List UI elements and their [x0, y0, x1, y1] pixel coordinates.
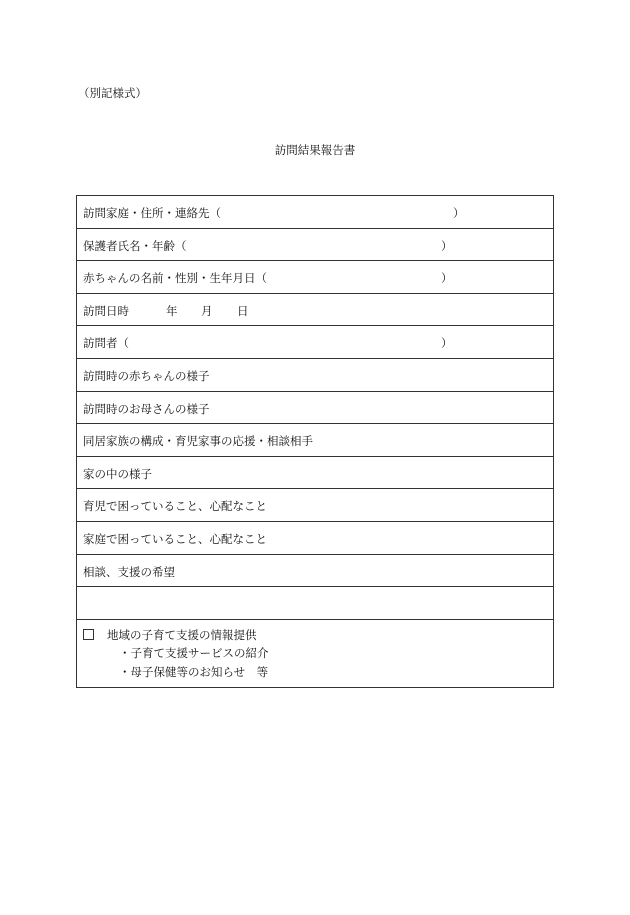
year-label: 年 — [166, 303, 178, 318]
row-info-provision — [77, 620, 553, 687]
row-visitor — [77, 326, 553, 359]
report-form-table — [76, 195, 554, 688]
family-label: 同居家族の構成・育児家事の応援・相談相手 — [83, 434, 313, 449]
address-label: 訪問家庭・住所・連絡先（ — [83, 206, 221, 220]
info-item-health-notices: ・母子保健等のお知らせ 等 — [119, 664, 269, 679]
baby-state-label: 訪問時の赤ちゃんの様子 — [83, 368, 210, 383]
guardian-close-paren: ） — [441, 238, 453, 253]
visitor-label: 訪問者（ — [83, 336, 129, 351]
day-label: 日 — [237, 303, 249, 318]
row-baby-state — [77, 359, 553, 392]
row-family — [77, 424, 553, 457]
checkbox-icon[interactable] — [83, 629, 94, 640]
row-family-worries — [77, 522, 553, 555]
consultation-label: 相談、支援の希望 — [83, 564, 175, 579]
guardian-label: 保護者氏名・年齢（ — [83, 238, 187, 253]
baby-info-close-paren: ） — [441, 271, 453, 286]
row-baby-info — [77, 261, 553, 294]
childcare-worries-label: 育児で困っていること、心配なこと — [83, 499, 267, 514]
address-close-paren: ） — [453, 206, 465, 220]
info-provision-label: 地域の子育て支援の情報提供 — [107, 627, 257, 642]
home-label: 家の中の様子 — [83, 466, 152, 481]
row-consultation — [77, 555, 553, 588]
info-item-support-services: ・子育て支援サービスの紹介 — [119, 645, 269, 660]
row-address — [77, 196, 553, 229]
row-blank — [77, 587, 553, 620]
row-guardian — [77, 229, 553, 262]
row-visit-date — [77, 294, 553, 327]
mother-state-label: 訪問時のお母さんの様子 — [83, 401, 210, 416]
visit-date-label: 訪問日時 — [83, 303, 129, 318]
document-title: 訪問結果報告書 — [274, 143, 356, 157]
family-worries-label: 家庭で困っていること、心配なこと — [83, 531, 267, 546]
visitor-close-paren: ） — [441, 336, 453, 351]
row-home — [77, 457, 553, 490]
annex-label: （別記様式） — [78, 86, 147, 100]
row-mother-state — [77, 392, 553, 425]
month-label: 月 — [201, 303, 213, 318]
row-childcare-worries — [77, 489, 553, 522]
baby-info-label: 赤ちゃんの名前・性別・生年月日（ — [83, 271, 267, 286]
